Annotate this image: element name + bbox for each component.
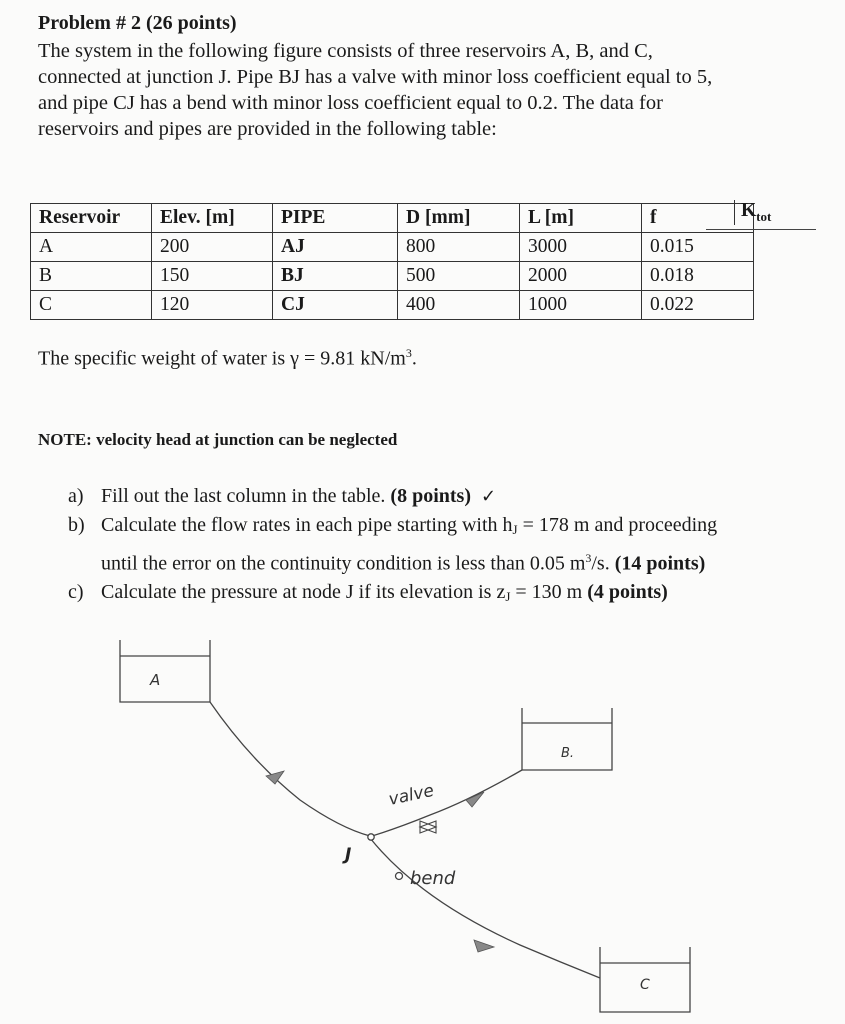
- table-row: [31, 233, 754, 262]
- check-mark-icon: ✓: [480, 486, 497, 507]
- flow-arrow-cj: [474, 940, 494, 952]
- task-b-points: (14 points): [614, 552, 706, 575]
- cell: 0.015: [642, 233, 754, 262]
- cell: 400: [398, 291, 520, 320]
- task-b-sup: 3: [585, 551, 592, 565]
- pipe-cj: [370, 838, 600, 978]
- cell: 500: [398, 262, 520, 291]
- cell: 200: [152, 233, 273, 262]
- specific-weight-sup: 3: [405, 346, 412, 360]
- task-list: [68, 482, 717, 611]
- cell: 1000: [520, 291, 642, 320]
- task-b-sub: J: [512, 522, 518, 537]
- intro-line: connected at junction J. Pipe BJ has a valve with minor loss coefficient equal to 5,: [38, 66, 713, 88]
- table-header-row: [31, 204, 754, 233]
- cell: 120: [152, 291, 273, 320]
- cell: 150: [152, 262, 273, 291]
- cell: B: [31, 262, 152, 291]
- task-text: [101, 482, 496, 511]
- ktot-subscript: tot: [756, 208, 772, 224]
- task-c-text: Calculate the pressure at node J if its elevation is z: [101, 580, 506, 603]
- task-a-text: Fill out the last column in the table.: [101, 485, 391, 507]
- ktot-label: K: [741, 200, 757, 221]
- label-reservoir-a: A: [150, 671, 161, 689]
- label-reservoir-c: C: [640, 977, 650, 993]
- task-text: [101, 544, 705, 578]
- task-label: a): [68, 485, 84, 507]
- label-reservoir-b: B.: [561, 746, 575, 761]
- header-elev: Elev. [m]: [152, 204, 273, 233]
- task-b-line2: until the error on the continuity condition is less than 0.05 m: [101, 552, 586, 575]
- header-reservoir: Reservoir: [31, 204, 152, 233]
- cell: A: [31, 233, 152, 262]
- task-label: b): [68, 514, 85, 536]
- task-label: c): [68, 580, 84, 603]
- specific-weight-text: The specific weight of water is γ = 9.81 kN/m: [38, 347, 406, 370]
- reservoir-figure: [0, 600, 845, 1024]
- flow-arrow-bj: [466, 792, 484, 807]
- reservoir-a-tank: [120, 640, 210, 702]
- bend-marker: [396, 873, 403, 880]
- task-a: [68, 482, 717, 511]
- problem-title: Problem # 2 (26 points): [38, 12, 237, 34]
- header-ktot: [734, 200, 771, 225]
- task-b: [68, 511, 717, 544]
- task-text: [101, 511, 717, 544]
- cell: CJ: [273, 291, 398, 320]
- junction-node: [368, 834, 374, 840]
- cell: BJ: [273, 262, 398, 291]
- header-diameter: D [mm]: [398, 204, 520, 233]
- header-pipe: PIPE: [273, 204, 398, 233]
- intro-line: and pipe CJ has a bend with minor loss coefficient equal to 0.2. The data for: [38, 92, 663, 114]
- task-b-line2-end: /s.: [591, 552, 615, 575]
- label-valve: valve: [386, 780, 436, 810]
- cell: 0.022: [642, 291, 754, 320]
- specific-weight: [38, 346, 417, 371]
- cell: AJ: [273, 233, 398, 262]
- ktot-rule: [706, 229, 816, 230]
- pipe-aj: [210, 702, 370, 836]
- cell: 800: [398, 233, 520, 262]
- problem-intro: [38, 38, 838, 142]
- data-table: [30, 203, 754, 320]
- task-a-points: (8 points): [390, 485, 471, 507]
- cell: 0.018: [642, 262, 754, 291]
- cell: 3000: [520, 233, 642, 262]
- task-b-cont: [68, 544, 717, 578]
- cell: 2000: [520, 262, 642, 291]
- valve-icon: [420, 821, 436, 833]
- label-bend: bend: [410, 868, 456, 889]
- task-b-line1-end: = 178 m and proceeding: [517, 514, 718, 536]
- intro-line: The system in the following figure consists of three reservoirs A, B, and C,: [38, 40, 653, 62]
- cell: C: [31, 291, 152, 320]
- table-row: [31, 291, 754, 320]
- table-row: [31, 262, 754, 291]
- intro-line: reservoirs and pipes are provided in the following table:: [38, 118, 497, 140]
- task-b-line1: Calculate the flow rates in each pipe starting with h: [101, 514, 513, 536]
- note: NOTE: velocity head at junction can be neglected: [38, 430, 398, 449]
- header-length: L [m]: [520, 204, 642, 233]
- label-junction: J: [345, 845, 352, 865]
- header-friction: f: [642, 204, 754, 233]
- task-c-text-end: = 130 m: [510, 580, 588, 603]
- task-c-points: (4 points): [587, 580, 668, 603]
- specific-weight-suffix: .: [411, 347, 417, 370]
- task-c-sub: J: [505, 588, 511, 604]
